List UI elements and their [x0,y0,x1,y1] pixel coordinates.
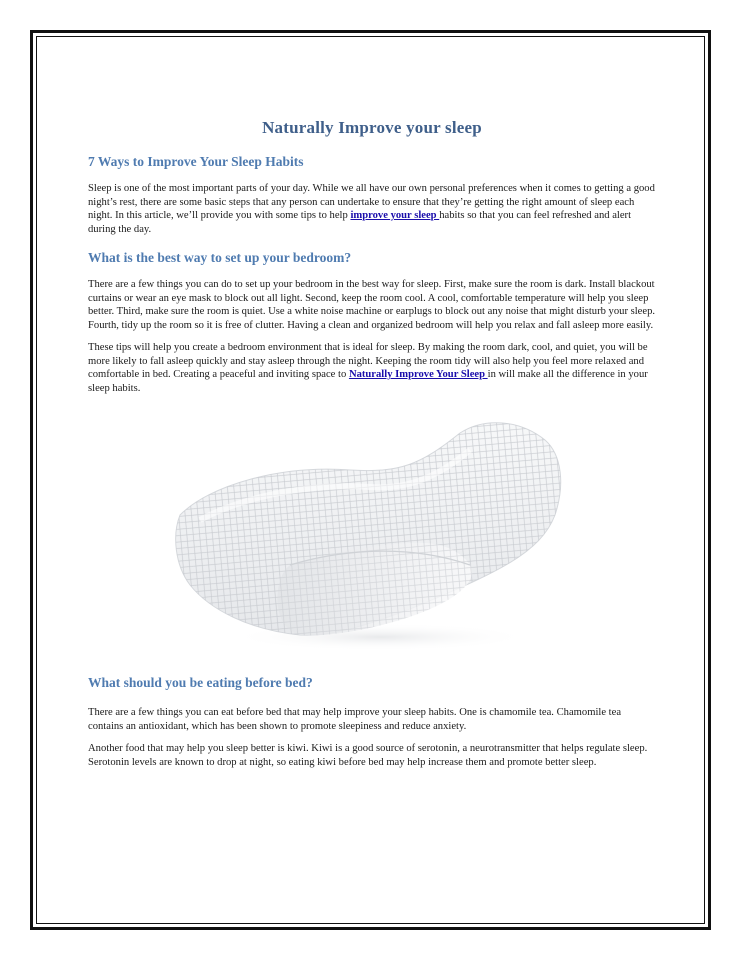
page-title: Naturally Improve your sleep [262,118,482,137]
pillow-illustration [170,415,570,655]
bedroom-text-after-link: in will make all the difference in your sleep habits. [88,369,648,394]
naturally-improve-your-sleep-link[interactable]: Naturally Improve Your Sleep [348,369,488,380]
intro-paragraph [88,182,656,236]
document-body [88,112,656,769]
intro-text-after-link: habits so that you can feel refreshed and alert during the day. [88,210,632,235]
bedroom-paragraph-2 [88,341,656,395]
improve-your-sleep-link[interactable]: improve your sleep [350,210,440,221]
eating-paragraph-1: There are a few things you can eat before bed that may help improve your sleep habits. One is chamomile tea. Chamomile tea contains an antioxidant, which has been shown to promote sleepiness and reduce anxiety. [88,707,622,732]
bedroom-paragraph-1: There are a few things you can do to set up your bedroom in the best way for sleep. First, make sure the room is dark. Install blackout curtains or wear an eye mask to block out all light. Second, keep the room cool. A cool, comfortable temperature will help you sleep better. Third, make sure the room is quiet. Use a white noise machine or earplugs to block out any noise that might disturb your sleep. Fourth, tidy up the room so it is free of clutter. Having a clean and organized bedroom will help you relax and fall asleep more easily. [88,279,656,331]
eating-heading: What should you be eating before bed? [88,675,313,690]
bedroom-heading: What is the best way to set up your bedroom? [88,250,352,265]
bedroom-text-before-link: These tips will help you create a bedroom environment that is ideal for sleep. By making the room dark, cool, and quiet, you will be more likely to fall asleep quickly and stay asleep through the night. Keeping the room tidy will also help you feel more relaxed and comfortable in bed. Creating a peaceful and inviting space to [88,342,648,380]
eating-paragraph-2: Another food that may help you sleep better is kiwi. Kiwi is a good source of serotonin, a neurotransmitter that helps regulate sleep. Serotonin levels are known to drop at night, so eating kiwi before bed may help increase them and promote better sleep. [88,743,648,768]
habits-heading: 7 Ways to Improve Your Sleep Habits [88,154,304,169]
pillow-image [88,415,656,655]
intro-text-before-link: Sleep is one of the most important parts of your day. While we all have our own personal preferences when it comes to getting a good night’s rest, there are some basic steps that any person can undertake to ensure that they’re getting the right amount of sleep each night. In this article, we’ll provide you with some tips to help [88,183,655,221]
